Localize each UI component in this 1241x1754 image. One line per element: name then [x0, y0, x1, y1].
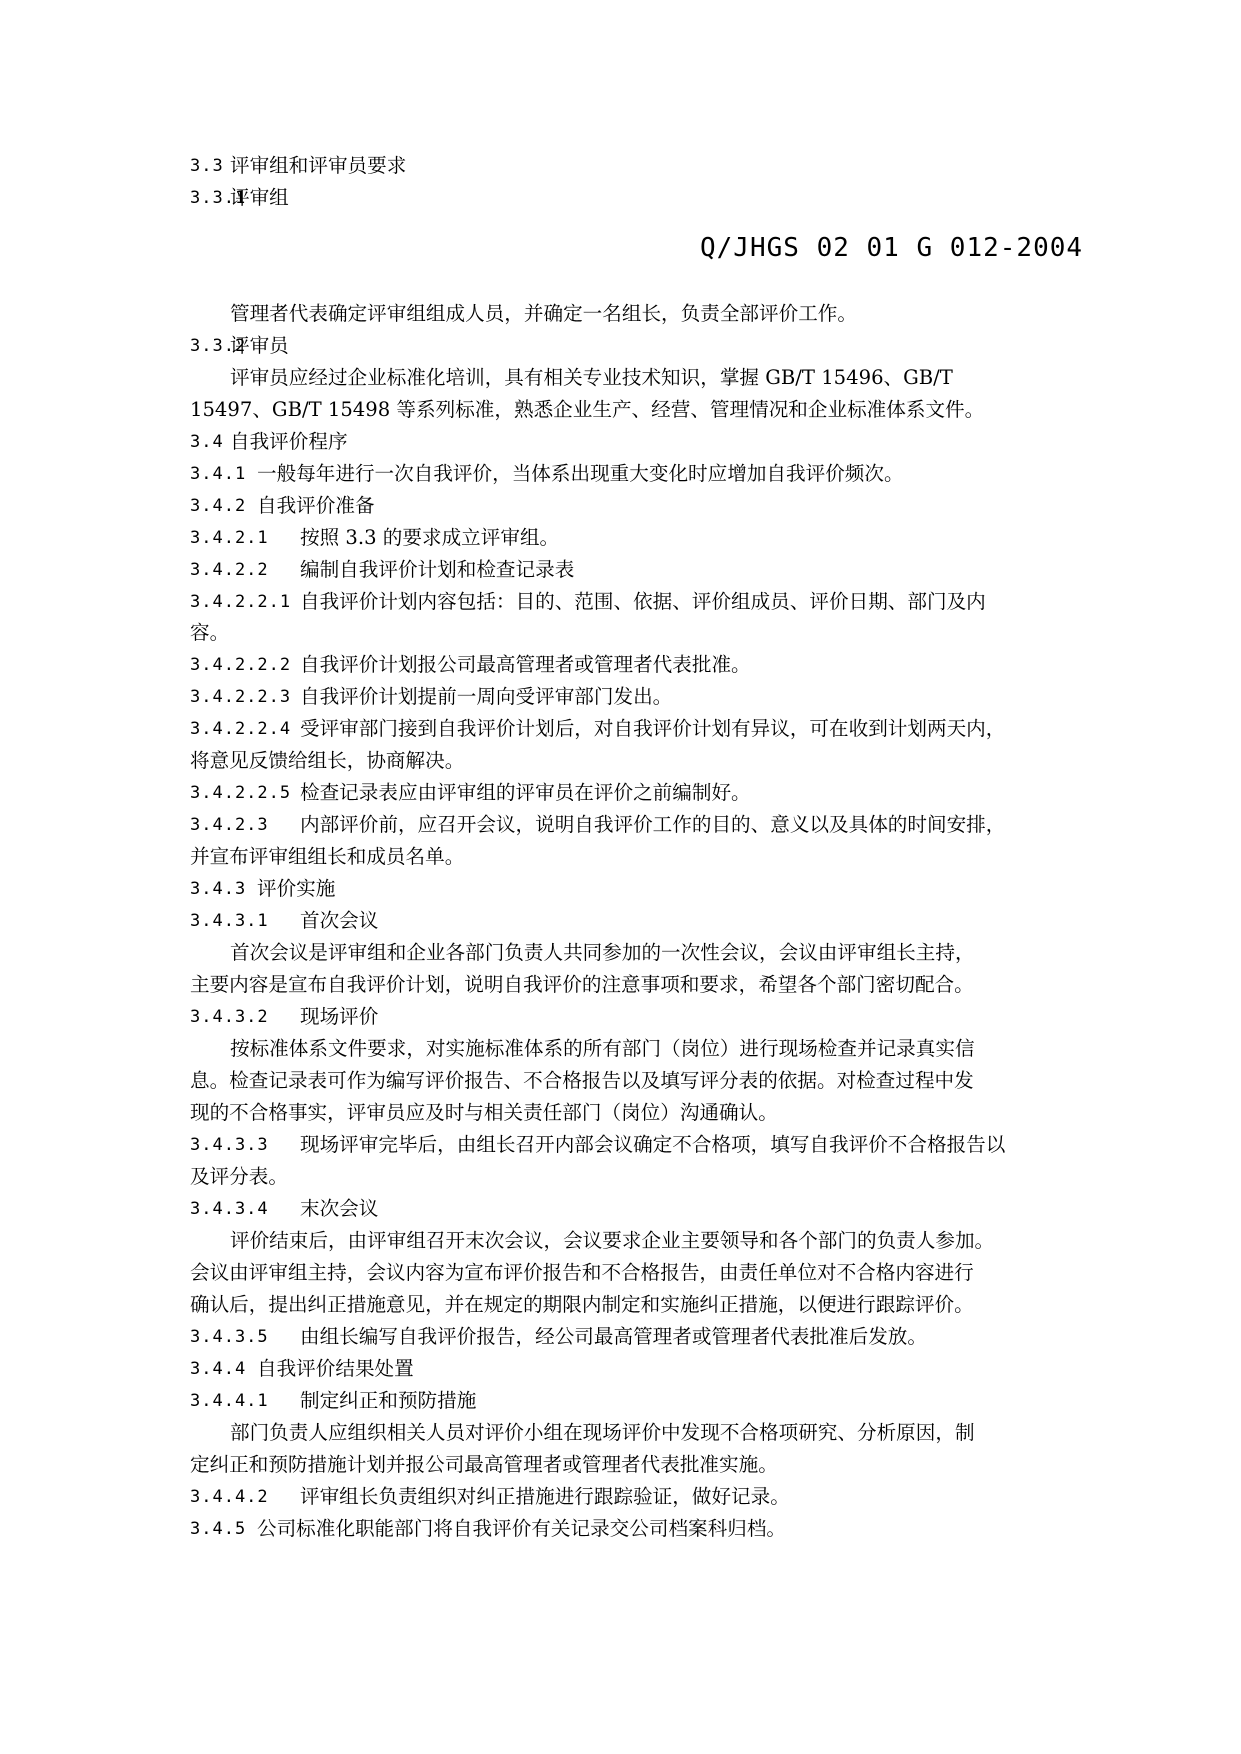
section-number: 3.4.4.1 [190, 1391, 269, 1411]
section-number: 3.3.2 [190, 336, 247, 356]
line-text: 首次会议 [300, 909, 379, 932]
line-text: 编制自我评价计划和检查记录表 [300, 558, 575, 581]
section-number: 3.4.3.1 [190, 911, 269, 931]
section-number: 3.4 [190, 432, 224, 452]
section-number: 3.4.5 [190, 1519, 247, 1539]
line-text: 将意见反馈给组长，协商解决。 [190, 749, 465, 772]
line-text: 主要内容是宣布自我评价计划，说明自我评价的注意事项和要求，希望各个部门密切配合。 [190, 973, 974, 996]
line-text: 按标准体系文件要求，对实施标准体系的所有部门（岗位）进行现场检查并记录真实信 [230, 1037, 975, 1060]
line-text: 末次会议 [300, 1197, 379, 1220]
section-number: 3.4.2.2.5 [190, 783, 292, 803]
line-text: 管理者代表确定评审组组成人员，并确定一名组长，负责全部评价工作。 [230, 302, 857, 325]
section-number: 3.4.2.3 [190, 815, 269, 835]
section-number: 3.4.3.3 [190, 1135, 269, 1155]
section-number: 3.4.2.1 [190, 528, 269, 548]
line-text: 评审组 [230, 186, 289, 209]
line-text: 制定纠正和预防措施 [300, 1389, 477, 1412]
section-number: 3.4.4 [190, 1359, 247, 1379]
section-number: 3.4.2 [190, 496, 247, 516]
section-number: 3.4.2.2.1 [190, 592, 292, 612]
section-number: 3.4.2.2.3 [190, 687, 292, 707]
section-number: 3.4.3.4 [190, 1199, 269, 1219]
section-number: 3.4.3.5 [190, 1327, 269, 1347]
line-text: 公司标准化职能部门将自我评价有关记录交公司档案科归档。 [257, 1517, 787, 1540]
section-number: 3.4.2.2.2 [190, 655, 292, 675]
line-text: 定纠正和预防措施计划并报公司最高管理者或管理者代表批准实施。 [190, 1453, 778, 1476]
line-text: 自我评价准备 [257, 494, 375, 517]
section-number: 3.4.1 [190, 464, 247, 484]
line-text: 及评分表。 [190, 1165, 288, 1188]
standard-code: Q/JHGS 02 01 G 012-2004 [700, 233, 1084, 263]
line-text: 现的不合格事实，评审员应及时与相关责任部门（岗位）沟通确认。 [190, 1101, 778, 1124]
line-text: 确认后，提出纠正措施意见，并在规定的期限内制定和实施纠正措施，以便进行跟踪评价。 [190, 1293, 974, 1316]
line-text: 自我评价结果处置 [257, 1357, 414, 1380]
section-number: 3.4.2.2.4 [190, 719, 292, 739]
line-text: 并宣布评审组组长和成员名单。 [190, 845, 465, 868]
line-text: 受评审部门接到自我评价计划后，对自我评价计划有异议，可在收到计划两天内， [300, 717, 1006, 740]
line-text: 部门负责人应组织相关人员对评价小组在现场评价中发现不合格项研究、分析原因，制 [230, 1421, 975, 1444]
line-text: 评价实施 [257, 877, 336, 900]
line-text: 容。 [190, 621, 230, 644]
line-text: 息。检查记录表可作为编写评价报告、不合格报告以及填写评分表的依据。对检查过程中发 [190, 1069, 974, 1092]
line-text: 自我评价计划报公司最高管理者或管理者代表批准。 [300, 653, 751, 676]
line-text: 内部评价前，应召开会议，说明自我评价工作的目的、意义以及具体的时间安排， [300, 813, 1006, 836]
line-text: 现场评价 [300, 1005, 379, 1028]
line-text: 15497、GB/T 15498 等系列标准，熟悉企业生产、经营、管理情况和企业标准体系文件。 [190, 398, 985, 421]
line-text: 评审员 [230, 334, 289, 357]
line-text: 首次会议是评审组和企业各部门负责人共同参加的一次性会议，会议由评审组长主持， [230, 941, 975, 964]
section-number: 3.4.2.2 [190, 560, 269, 580]
line-text: 检查记录表应由评审组的评审员在评价之前编制好。 [300, 781, 751, 804]
line-text: 评审组长负责组织对纠正措施进行跟踪验证，做好记录。 [300, 1485, 790, 1508]
section-number: 3.4.4.2 [190, 1487, 269, 1507]
line-text: 评审组和评审员要求 [230, 154, 407, 177]
line-text: 按照 3.3 的要求成立评审组。 [300, 526, 560, 549]
line-text: 自我评价程序 [230, 430, 348, 453]
line-text: 自我评价计划内容包括：目的、范围、依据、评价组成员、评价日期、部门及内 [300, 590, 986, 613]
line-text: 评价结束后，由评审组召开末次会议，会议要求企业主要领导和各个部门的负责人参加。 [230, 1229, 995, 1252]
section-number: 3.3.1 [190, 188, 247, 208]
section-number: 3.4.3.2 [190, 1007, 269, 1027]
line-text: 一般每年进行一次自我评价，当体系出现重大变化时应增加自我评价频次。 [257, 462, 904, 485]
line-text: 评审员应经过企业标准化培训，具有相关专业技术知识，掌握 GB/T 15496、GB/T [230, 366, 953, 389]
line-text: 会议由评审组主持，会议内容为宣布评价报告和不合格报告，由责任单位对不合格内容进行 [190, 1261, 974, 1284]
section-number: 3.4.3 [190, 879, 247, 899]
line-text: 自我评价计划提前一周向受评审部门发出。 [300, 685, 673, 708]
section-number: 3.3 [190, 156, 224, 176]
line-text: 由组长编写自我评价报告，经公司最高管理者或管理者代表批准后发放。 [300, 1325, 927, 1348]
line-text: 现场评审完毕后，由组长召开内部会议确定不合格项，填写自我评价不合格报告以 [300, 1133, 1006, 1156]
